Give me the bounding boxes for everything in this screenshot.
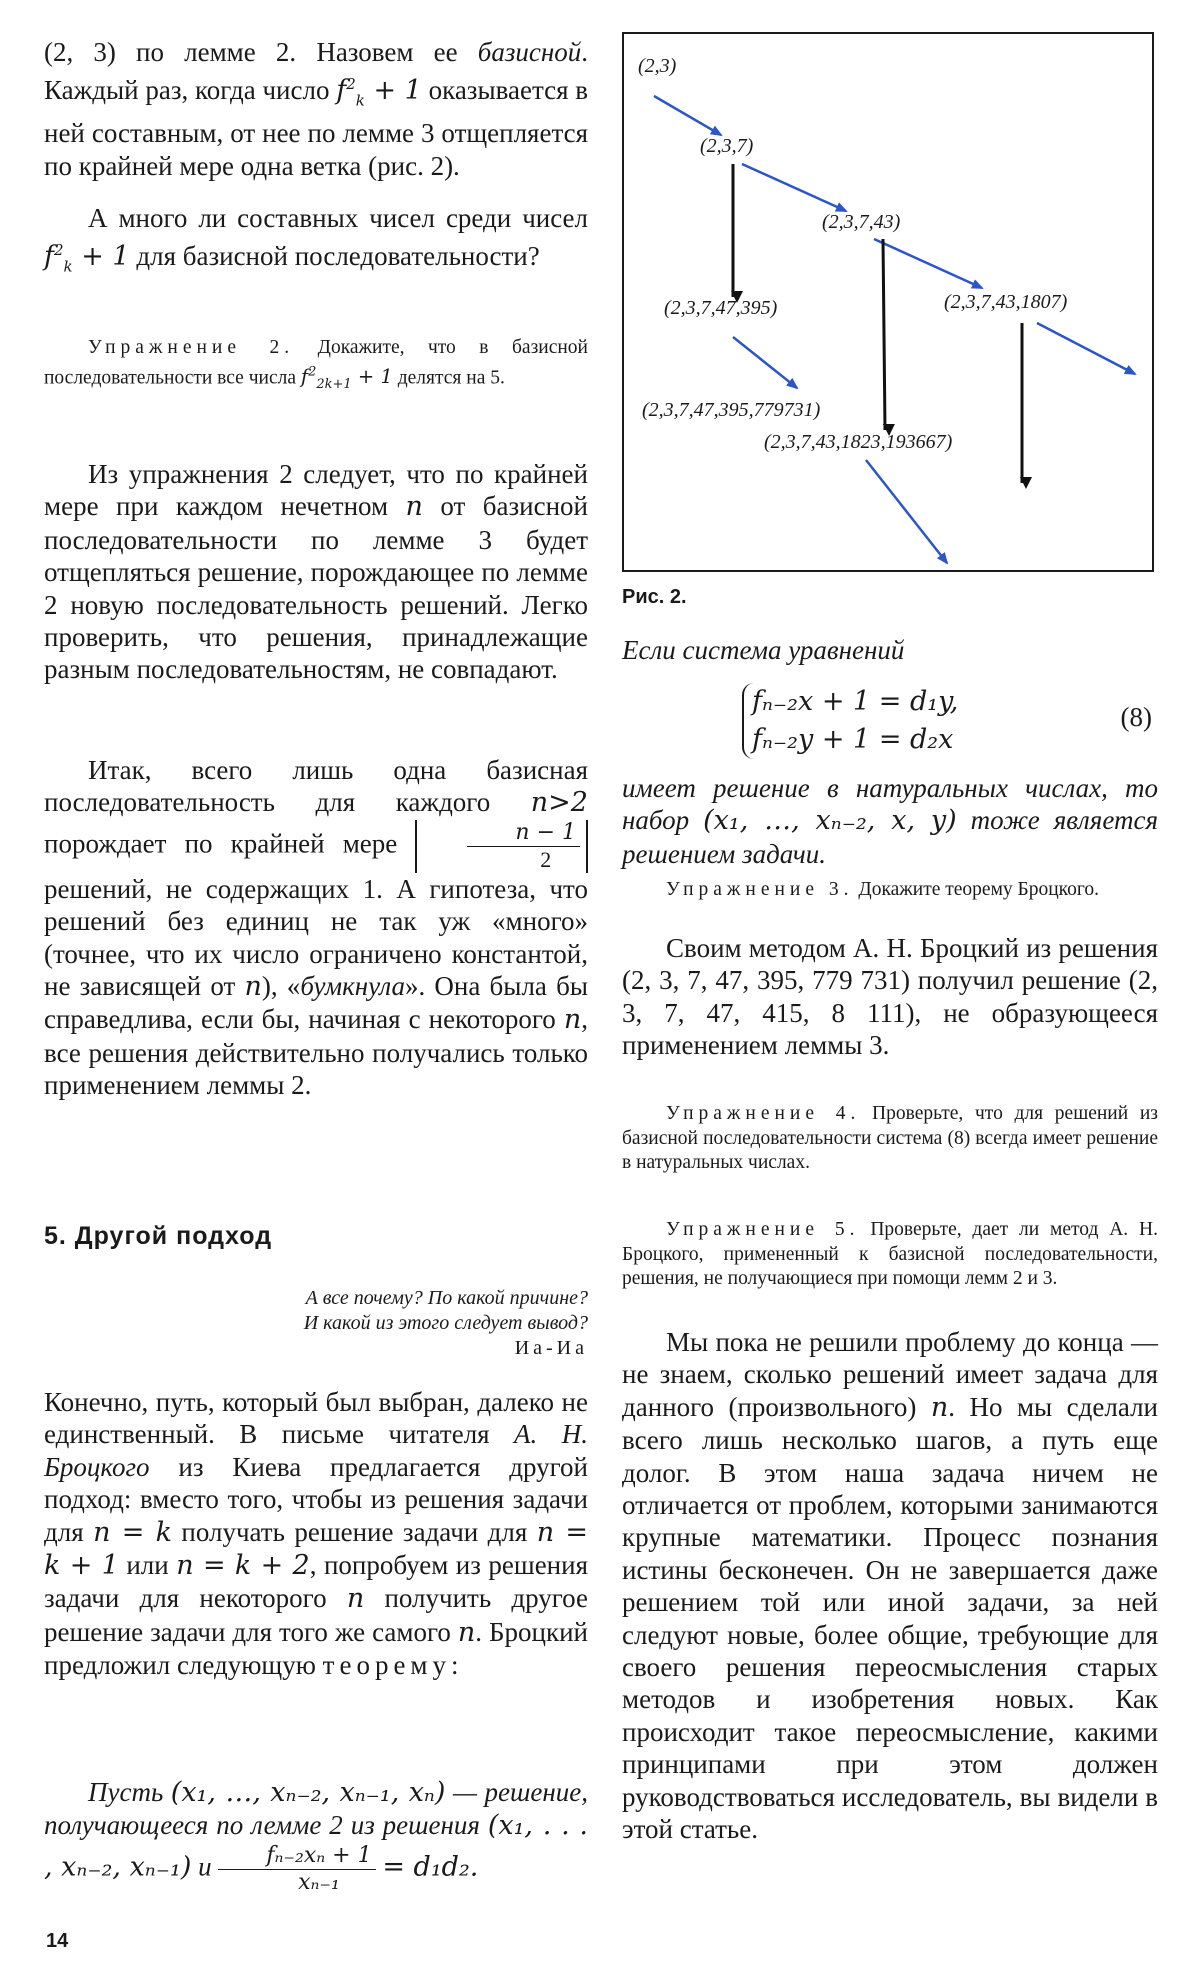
- math-n-eq-k: n = k: [93, 1516, 172, 1548]
- text: от базисной последовательности по лемме 3 будет отщепляться решение, порождающее по лемме 2 новую последовательность решений. Легко проверить, что решения, принадлежащие разным последовательностям, не совпадают.: [44, 491, 588, 685]
- condition-lead: Если система уравнений: [622, 635, 905, 665]
- equation-number: (8): [1120, 702, 1152, 732]
- math-tuple: (x₁, …, xₙ₋₂, xₙ₋₁, xₙ): [170, 1777, 446, 1808]
- exercise-label: Упражнение 2.: [88, 337, 295, 358]
- paragraph-other-approach: [44, 1386, 588, 1682]
- text: . Каждый раз, когда число: [44, 37, 588, 106]
- text: (2, 3) по лемме 2. Назовем ее: [44, 37, 478, 67]
- text: из Киева предлагается другой подход: вместо того, чтобы из решения задачи для: [44, 1451, 588, 1547]
- tree-diagram: [624, 34, 1156, 574]
- exercise-label: Упражнение 3.: [666, 879, 854, 900]
- math-f2k1: $f^2_{2k+1} + 1$: [300, 364, 393, 392]
- paragraph-basis: [44, 36, 588, 182]
- equation-system: [742, 683, 958, 759]
- math-floor-fraction: $\frac{n - 1}{2}$: [415, 820, 588, 873]
- blue-arrow: [866, 460, 947, 563]
- paragraph-brotsky-method: Своим методом А. Н. Броцкий из решения (2, 3, 7, 47, 395, 779 731) получил решение (2, 3, 7, 47, 415, 8 111), не образующееся применением леммы 3.: [622, 933, 1158, 1061]
- text: Пусть: [88, 1777, 171, 1807]
- paragraph-hypothesis: [44, 754, 588, 1102]
- epigraph-line: И какой из этого следует вывод?: [303, 1312, 588, 1334]
- condition-result: [622, 772, 1158, 870]
- tree-node: (2,3,7,47,395,779731): [642, 399, 821, 421]
- term-bumknula: бумкнула: [300, 971, 405, 1002]
- math-fk2-plus-1: $f^2_k + 1$: [44, 241, 130, 276]
- exercise-2: [44, 336, 588, 397]
- text: Докажите теорему Броцкого.: [853, 879, 1100, 900]
- math-n: n: [457, 1616, 476, 1648]
- equation-line: fₙ₋₂y + 1 = d₂x: [752, 724, 954, 755]
- section-heading: 5. Другой подход: [44, 1222, 273, 1250]
- author-name: А. Н. Броцкого: [44, 1419, 588, 1482]
- text: . Броцкий предложил следующую: [44, 1616, 588, 1681]
- epigraph-line: А все почему? По какой причине?: [305, 1287, 588, 1309]
- text: делятся на 5.: [392, 367, 505, 388]
- blue-arrow: [1037, 323, 1135, 374]
- paragraph-conclusion: [622, 1326, 1158, 1846]
- tree-node: (2,3,7,43,1807): [944, 291, 1068, 313]
- text: Конечно, путь, который был выбран, далеко не единственный. В письме читателя: [44, 1387, 588, 1450]
- tree-node: (2,3,7,47,395): [664, 297, 778, 319]
- exercise-label: Упражнение 4.: [666, 1103, 861, 1124]
- figure-tree: [622, 32, 1154, 572]
- page-number: 14: [46, 1930, 69, 1952]
- black-arrow: [883, 239, 885, 430]
- theorem-statement: [44, 1776, 588, 1896]
- text: Итак, всего лишь одна базисная последовательность для каждого: [44, 755, 588, 818]
- blue-arrow: [733, 337, 797, 388]
- math-tuple: (x₁, …, xₙ₋₂, x, y): [703, 805, 957, 837]
- text: Докажите, что в базисной последовательности все числа: [44, 337, 588, 388]
- text: или: [118, 1550, 177, 1581]
- math-n: n: [563, 1004, 582, 1036]
- blue-arrow: [742, 164, 846, 211]
- figure-caption: Рис. 2.: [622, 586, 687, 608]
- math-n: n: [244, 971, 262, 1003]
- math-fraction: $\frac{\text{fₙ₋₂xₙ + 1}}{\text{xₙ₋₁}}$: [218, 1843, 375, 1896]
- tree-node: (2,3,7,43,1823,193667): [764, 431, 953, 453]
- text: оказывается в ней составным, от нее по лемме 3 отщепляется по крайней мере одна ветка (рис. 2).: [44, 75, 589, 181]
- math-rhs: = d₁d₂.: [382, 1851, 479, 1883]
- text: решений, не содержащих 1. А гипотеза, что решений без единиц не так уж «много» (точнее, что их число ограничено константой, не зависящей от: [44, 873, 588, 1002]
- text: Проверьте, что для решений из базисной последовательности система (8) всегда имеет решение в натуральных числах.: [622, 1103, 1159, 1173]
- text: Из упражнения 2 следует, что по крайней мере при каждом нечетном: [44, 459, 588, 522]
- equation-line: fₙ₋₂x + 1 = d₁y,: [752, 686, 959, 717]
- term-basis: базисной: [477, 37, 582, 67]
- text: . Но мы сделали всего лишь несколько шагов, а путь еще долог. В этом наша задача ничем не отличается от проблем, которыми занимаются крупные математики. Процесс познания истины бесконечен. Он не завершается даже решением той или иной задачи, за ней следуют новые, более общие, требующие для своего решения переосмысления старых методов и изобретения новых. Как происходит такое переосмысление, какими принципами при этом должен руководствоваться исследователь, вы видели в этой статье.: [622, 1391, 1158, 1845]
- math-n-eq-k1: n = k + 1: [44, 1516, 588, 1582]
- math-fk2-plus-1: $f^2_k + 1$: [336, 75, 422, 110]
- math-n: n: [930, 1391, 949, 1423]
- blue-arrow: [654, 96, 721, 135]
- text: получать решение задачи для: [171, 1516, 537, 1547]
- text: Мы пока не решили проблему до конца — не знаем, сколько решений имеет задача для данного (произвольного): [622, 1327, 1158, 1422]
- math-n: n: [346, 1583, 365, 1615]
- exercise-label: Упражнение 5.: [666, 1219, 860, 1240]
- text: тоже является решением задачи.: [622, 805, 1158, 869]
- paragraph-question: [44, 202, 588, 283]
- text: получить другое решение задачи для того же самого: [44, 1583, 588, 1647]
- text: А много ли составных чисел среди чисел: [88, 203, 588, 233]
- text: — решение, получающееся по лемме 2 из решения: [44, 1777, 588, 1841]
- epigraph: [68, 1286, 588, 1361]
- blue-arrow: [874, 239, 982, 288]
- exercise-3: [622, 878, 1158, 903]
- text: имеет решение в натуральных числах, то набор: [622, 773, 1158, 836]
- tree-node: (2,3,7,43): [822, 211, 901, 233]
- text: , попробуем из решения задачи для некоторого: [44, 1550, 589, 1614]
- text: порождает по крайней мере: [44, 828, 416, 859]
- text: ». Она была бы справедлива, если бы, начиная с некоторого: [44, 971, 588, 1035]
- math-n-gt-2: n>2: [530, 787, 588, 819]
- paragraph-consequence: [44, 458, 588, 686]
- text: Проверьте, дает ли метод А. Н. Броцкого, примененный к базисной последовательности, решения, не получающиеся при помощи лемм 2 и 3.: [622, 1219, 1158, 1289]
- exercise-5: [622, 1218, 1158, 1292]
- text: для базисной последовательности?: [129, 241, 540, 272]
- term-theorem: теорему: [322, 1650, 452, 1681]
- text: , все решения действительно получались только применением леммы 2.: [44, 1004, 588, 1101]
- math-n: n: [405, 491, 423, 523]
- math-tuple: (x₁, . . . , xₙ₋₂, xₙ₋₁): [44, 1810, 588, 1883]
- tree-node: (2,3): [638, 55, 677, 77]
- epigraph-author: Иа-Иа: [514, 1337, 588, 1359]
- text: и: [191, 1851, 219, 1882]
- exercise-4: [622, 1102, 1158, 1176]
- tree-node: (2,3,7): [700, 135, 754, 157]
- text: :: [451, 1650, 459, 1681]
- text: ), «: [261, 971, 301, 1002]
- math-n-eq-k2: n = k + 2: [176, 1550, 310, 1582]
